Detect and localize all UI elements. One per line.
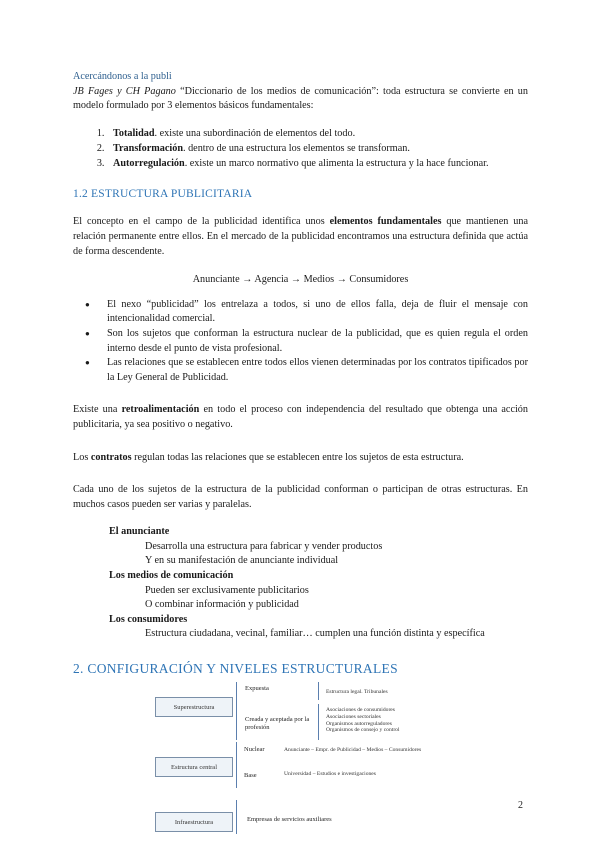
element-term: Transformación	[113, 142, 183, 154]
diagram-detail: Asociaciones sectoriales	[326, 713, 381, 720]
paragraph-subjects: Cada uno de los sujetos de la estructura de la publicidad conforman o participan de otras estructuras. En muchos casos pueden ser varias y paralelas.	[73, 484, 528, 510]
text: Los	[73, 451, 91, 463]
actor-title: Los medios de comunicación	[109, 570, 234, 582]
text: que mantienen una relación permanente entre ellos. En el mercado de la publicidad encontramos una estructura definida que actúa de forma descendente.	[73, 216, 528, 257]
list-item	[107, 126, 528, 141]
bracket-line	[318, 704, 319, 740]
section-heading-2: 2. CONFIGURACIÓN Y NIVELES ESTRUCTURALES	[73, 661, 398, 677]
diagram-label: Expuesta	[245, 685, 269, 692]
element-text: . existe un marco normativo que alimenta la estructura y la hace funcionar.	[184, 157, 489, 169]
central-structure-box: Estructura central	[155, 757, 233, 777]
bracket-line	[236, 682, 237, 740]
actor-title: Los consumidores	[109, 613, 188, 625]
paragraph-feedback	[73, 403, 528, 432]
bold-text: contratos	[90, 451, 132, 463]
text: Existe una	[73, 404, 122, 416]
bracket-line	[318, 682, 319, 700]
elements-list	[73, 126, 528, 171]
actor-line: Estructura ciudadana, vecinal, familiar… cumplen una función distinta y específica	[145, 628, 485, 640]
paragraph-concept	[73, 215, 528, 259]
actor-line: Desarrolla una estructura para fabricar y vender productos	[145, 540, 383, 552]
intro-authors: JB Fages y CH Pagano	[73, 85, 176, 97]
diagram-detail: Organismos de consejo y control	[326, 727, 400, 734]
diagram-detail: Asociaciones de consumidores	[326, 707, 395, 713]
intro-subheading: Acercándonos a la publi	[73, 71, 172, 82]
actor-line: O combinar información y publicidad	[145, 599, 299, 611]
paragraph-contracts	[73, 451, 528, 466]
document-page	[73, 70, 528, 677]
bold-text: elementos fundamentales	[329, 216, 442, 228]
element-term: Autorregulación	[113, 157, 185, 169]
page-number: 2	[518, 800, 523, 811]
text: El concepto en el campo de la publicidad identifica unos	[73, 216, 330, 228]
element-text: . existe una subordinación de elementos del todo.	[154, 127, 356, 139]
list-item	[107, 156, 528, 171]
text: en todo el proceso con independencia del resultado que obtenga una acción publicitaria, ya sea positivo o negativo.	[73, 404, 528, 430]
intro-quote: “Diccionario de los medios de comunicación”: toda estructura se convierte en un modelo formulado por 3 elementos básicos fundamentales:	[73, 85, 528, 112]
intro-paragraph	[73, 85, 528, 114]
bracket-line	[236, 800, 237, 834]
bold-text: retroalimentación	[121, 404, 200, 416]
bracket-line	[236, 742, 237, 788]
diagram-label: Base	[244, 772, 257, 779]
actor-line: Pueden ser exclusivamente publicitarios	[145, 584, 309, 596]
bullet-list	[73, 298, 528, 386]
actor-title: El anunciante	[109, 526, 170, 538]
diagram-detail: Anunciante – Empr. de Publicidad – Medios – Consumidores	[284, 747, 422, 753]
list-item: ● Las relaciones que se establecen entre todos ellos vienen determinadas por los contratos tipificados por la Ley General de Publicidad.	[105, 356, 528, 385]
list-item: ● Son los sujetos que conforman la estructura nuclear de la publicidad, que es quien regula el orden interno desde el punto de vista profesional.	[105, 327, 528, 356]
diagram-detail: Estructura legal. Tribunales	[326, 689, 388, 695]
diagram-detail: Organismos autorreguladores	[326, 720, 392, 727]
infrastructure-box: Infraestructura	[155, 812, 233, 832]
structure-chain: Anunciante → Agencia → Medios → Consumidores	[192, 274, 409, 286]
superstructure-box: Superestructura	[155, 697, 233, 717]
section-heading-1-2: 1.2 ESTRUCTURA PUBLICITARIA	[73, 187, 253, 200]
diagram-detail: Empresas de servicios auxiliares	[247, 816, 332, 823]
element-term: Totalidad	[113, 127, 155, 139]
diagram-detail: Universidad – Estudios e investigaciones	[284, 771, 376, 777]
diagram-detail-list	[326, 707, 400, 734]
list-item: ● El nexo “publicidad” los entrelaza a todos, si uno de ellos falla, deja de fluir el mensaje con intencionalidad comercial.	[105, 298, 528, 327]
list-item	[107, 141, 528, 156]
actors-block	[73, 525, 528, 642]
text: regulan todas las relaciones que se establecen entre los sujetos de esta estructura.	[131, 451, 464, 463]
diagram-label: Creada y aceptada por la profesión	[245, 716, 310, 731]
element-text: . dentro de una estructura los elementos se transforman.	[182, 142, 410, 154]
diagram-label: Nuclear	[244, 746, 265, 753]
actor-line: Y en su manifestación de anunciante individual	[145, 555, 339, 567]
